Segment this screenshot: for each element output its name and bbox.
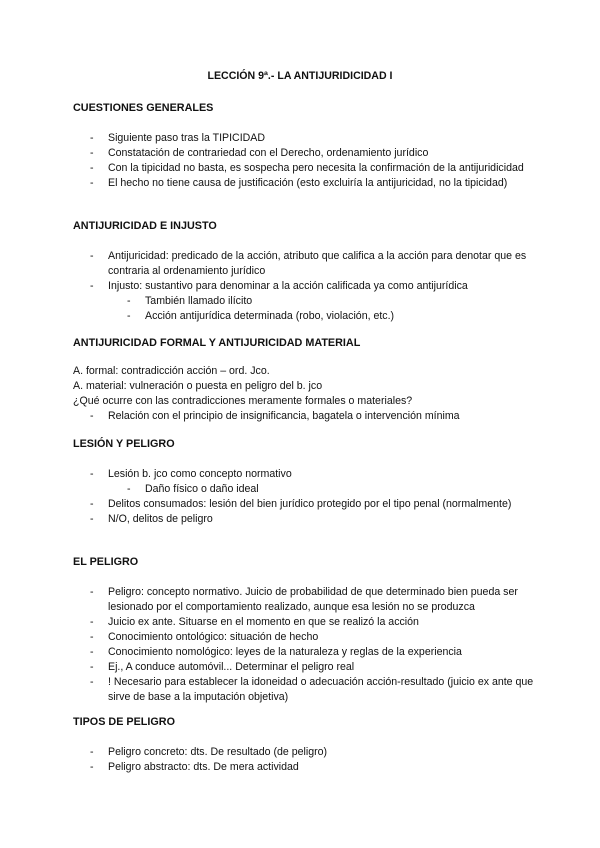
text-line: ¿Qué ocurre con las contradicciones meramente formales o materiales? xyxy=(73,395,413,407)
section-heading: CUESTIONES GENERALES xyxy=(73,102,214,114)
dash-bullet: - xyxy=(90,761,94,773)
section-el-peligro xyxy=(73,555,543,705)
dash-bullet: - xyxy=(90,513,94,525)
dash-bullet: - xyxy=(127,483,131,495)
text-line: A. formal: contradicción acción – ord. Jco. xyxy=(73,365,270,377)
list-item xyxy=(73,131,543,146)
list-item xyxy=(73,249,543,279)
dash-bullet: - xyxy=(90,280,94,292)
item-text: Delitos consumados: lesión del bien jurídico protegido por el tipo penal (normalmente) xyxy=(108,498,512,510)
list-item xyxy=(73,660,543,675)
sub-list-item xyxy=(73,482,543,497)
dash-bullet: - xyxy=(90,498,94,510)
item-text: Juicio ex ante. Situarse en el momento en que se realizó la acción xyxy=(108,616,419,628)
item-text: Daño físico o daño ideal xyxy=(145,483,259,495)
dash-bullet: - xyxy=(90,147,94,159)
section-cuestiones-generales xyxy=(73,101,543,191)
dash-bullet: - xyxy=(90,661,94,673)
item-text: Siguiente paso tras la TIPICIDAD xyxy=(108,132,266,144)
dash-bullet: - xyxy=(90,746,94,758)
section-heading: EL PELIGRO xyxy=(73,556,139,568)
list-item xyxy=(73,585,543,615)
item-text: También llamado ilícito xyxy=(145,295,253,307)
item-text: ! Necesario para establecer la idoneidad o adecuación acción-resultado (juicio ex ante que sirve de base a la imputación objetiva) xyxy=(108,676,534,703)
bullet-list xyxy=(73,409,543,424)
item-text: N/O, delitos de peligro xyxy=(108,513,213,525)
dash-bullet: - xyxy=(90,676,94,688)
dash-bullet: - xyxy=(90,616,94,628)
section-heading: ANTIJURICIDAD FORMAL Y ANTIJURICIDAD MATERIAL xyxy=(73,337,361,349)
list-item xyxy=(73,512,543,527)
item-text: Conocimiento ontológico: situación de hecho xyxy=(108,631,319,643)
dash-bullet: - xyxy=(90,586,94,598)
list-item xyxy=(73,161,543,176)
dash-bullet: - xyxy=(127,310,131,322)
bullet-list xyxy=(73,745,543,775)
bullet-list xyxy=(73,131,543,191)
list-item xyxy=(73,675,543,705)
section-antijuricidad-injusto xyxy=(73,219,543,324)
document-title: LECCIÓN 9ª.- LA ANTIJURIDICIDAD I xyxy=(207,70,393,82)
bullet-list xyxy=(73,249,543,324)
item-text: Constatación de contrariedad con el Derecho, ordenamiento jurídico xyxy=(108,147,429,159)
section-tipos-peligro xyxy=(73,715,543,775)
sub-list-item xyxy=(73,294,543,309)
dash-bullet: - xyxy=(90,410,94,422)
item-text: Ej., A conduce automóvil... Determinar el peligro real xyxy=(108,661,355,673)
list-item xyxy=(73,645,543,660)
item-text: Peligro concreto: dts. De resultado (de peligro) xyxy=(108,746,328,758)
item-text: Peligro: concepto normativo. Juicio de probabilidad de que determinado bien pueda ser lesionado por el comportamiento realizado, aunque esa lesión no se produzca xyxy=(108,586,518,613)
item-text: Acción antijurídica determinada (robo, violación, etc.) xyxy=(145,310,395,322)
dash-bullet: - xyxy=(90,177,94,189)
dash-bullet: - xyxy=(90,132,94,144)
list-item xyxy=(73,630,543,645)
list-item xyxy=(73,279,543,294)
list-item xyxy=(73,745,543,760)
list-item xyxy=(73,176,543,191)
text-line: A. material: vulneración o puesta en peligro del b. jco xyxy=(73,380,323,392)
list-item xyxy=(73,146,543,161)
bullet-list xyxy=(73,467,543,527)
item-text: Lesión b. jco como concepto normativo xyxy=(108,468,292,480)
dash-bullet: - xyxy=(90,162,94,174)
section-formal-material xyxy=(73,336,543,424)
list-item xyxy=(73,409,543,424)
item-text: Con la tipicidad no basta, es sospecha pero necesita la confirmación de la antijuridicidad xyxy=(108,162,524,174)
list-item xyxy=(73,760,543,775)
section-heading: ANTIJURICIDAD E INJUSTO xyxy=(73,220,217,232)
dash-bullet: - xyxy=(90,646,94,658)
item-text: Injusto: sustantivo para denominar a la acción calificada ya como antijurídica xyxy=(108,280,468,292)
item-text: Peligro abstracto: dts. De mera actividad xyxy=(108,761,299,773)
dash-bullet: - xyxy=(90,250,94,262)
list-item xyxy=(73,497,543,512)
sub-list-item xyxy=(73,309,543,324)
section-heading: TIPOS DE PELIGRO xyxy=(73,716,175,728)
list-item xyxy=(73,615,543,630)
section-heading: LESIÓN Y PELIGRO xyxy=(73,438,175,450)
item-text: El hecho no tiene causa de justificación (esto excluiría la antijuricidad, no la tipicidad) xyxy=(108,177,508,189)
item-text: Relación con el principio de insignificancia, bagatela o intervención mínima xyxy=(108,410,460,422)
dash-bullet: - xyxy=(127,295,131,307)
bullet-list xyxy=(73,585,543,705)
dash-bullet: - xyxy=(90,468,94,480)
dash-bullet: - xyxy=(90,631,94,643)
section-lesion-peligro xyxy=(73,437,543,527)
list-item xyxy=(73,467,543,482)
item-text: Conocimiento nomológico: leyes de la naturaleza y reglas de la experiencia xyxy=(108,646,462,658)
item-text: Antijuricidad: predicado de la acción, atributo que califica a la acción para denotar que es contraria al ordenamiento jurídico xyxy=(108,250,527,277)
